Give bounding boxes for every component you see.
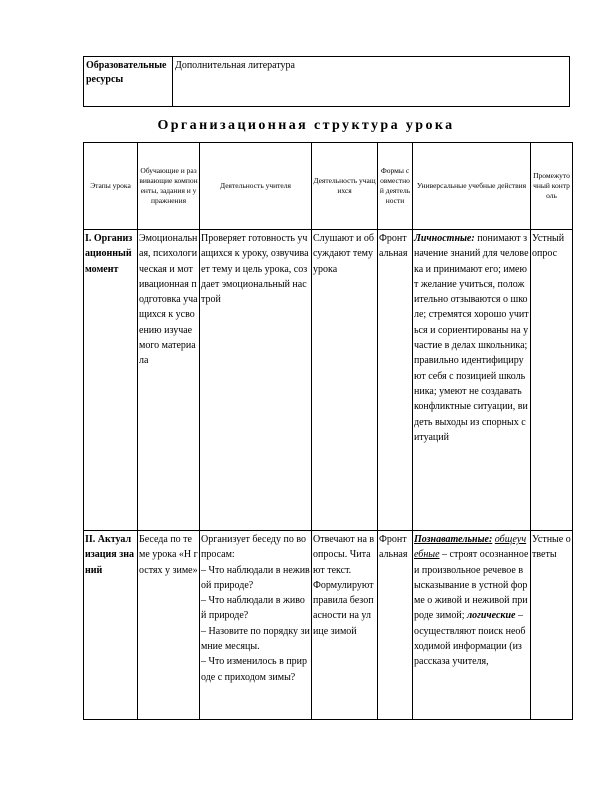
row2-components: Беседа по теме урока «Н гостях у зиме» (138, 531, 200, 720)
header-uud: Универсальные учебные действия (413, 143, 531, 230)
resources-row (84, 57, 570, 107)
row2-uud-text2: – осуществляют поиск необходимой информации (из рассказа учителя, (414, 610, 526, 668)
row2-students-answers: Отвечают на вопросы. Читают текст. (313, 534, 375, 576)
row2-uud-sub1: общеучебные (414, 534, 527, 561)
row1-uud-label: Личностные: (414, 233, 475, 244)
row1-components: Эмоциональная, психологическая и мотивационная подготовка учащихся к усвоению изучаемого материала (138, 230, 200, 531)
row2-teacher-question: – Назовите по порядку зимние месяцы. (201, 625, 310, 653)
table-row (84, 531, 573, 720)
row2-uud-label: Познавательные: (414, 534, 493, 545)
row2-students-rules: Формулируют правила безопасности на улице зимой (313, 579, 374, 637)
row2-teacher-question: – Что наблюдали в живой природе? (201, 595, 305, 622)
header-components: Обучающие и развивающие компоненты, задания и упражнения (138, 143, 200, 230)
row2-teacher-intro: Организует беседу по вопросам: (201, 534, 306, 561)
resources-label: Образовательные ресурсы (84, 57, 173, 107)
header-students: Деятельность учащихся (312, 143, 378, 230)
row2-students (312, 531, 378, 720)
table-row (84, 230, 573, 531)
row1-uud-text: понимают значение знаний для человека и принимают его; имеют желание учиться, положительно отзываются о школе; стремятся хорошо учиться и сориентированы на участие в делах школьника; правильно идентифицируют себя с позицией школьника; умеют не создавать конфликтные ситуации, видеть выходы из спорных ситуаций (414, 233, 529, 443)
row1-teacher: Проверяет готовность учащихся к уроку, озвучивает тему и цель урока, создает эмоциональный настрой (200, 230, 312, 531)
row1-control: Устный опрос (531, 230, 573, 531)
resources-value: Дополнительная литература (173, 57, 570, 107)
row1-students: Слушают и обсуждают тему урока (312, 230, 378, 531)
header-control: Промежуточный контроль (531, 143, 573, 230)
row2-uud-sub2: логические (467, 610, 516, 622)
page-title: Организационная структура урока (157, 118, 455, 133)
header-stage: Этапы урока (84, 143, 138, 230)
resources-table (83, 56, 570, 107)
row2-uud (413, 531, 531, 720)
row1-uud (413, 230, 531, 531)
row2-stage: II. Актуализация знаний (84, 531, 138, 720)
row1-form: Фронтальная (378, 230, 413, 531)
row2-teacher-question: – Что изменилось в природе с приходом зимы? (201, 656, 308, 683)
header-form: Формы совместной деятельности (378, 143, 413, 230)
row2-form: Фронтальная (378, 531, 413, 720)
row2-control: Устные ответы (531, 531, 573, 720)
row1-stage: I. Организационный момент (84, 230, 138, 531)
row2-uud-text1: – строят осознанное и произвольное речевое высказывание в устной форме о живой и неживой природе зимой; (414, 549, 529, 622)
row2-teacher-question: – Что наблюдали в неживой природе? (201, 564, 310, 591)
header-teacher: Деятельность учителя (200, 143, 312, 230)
lesson-structure-table (83, 142, 573, 720)
row2-teacher (200, 531, 312, 720)
table-header-row (84, 143, 573, 230)
